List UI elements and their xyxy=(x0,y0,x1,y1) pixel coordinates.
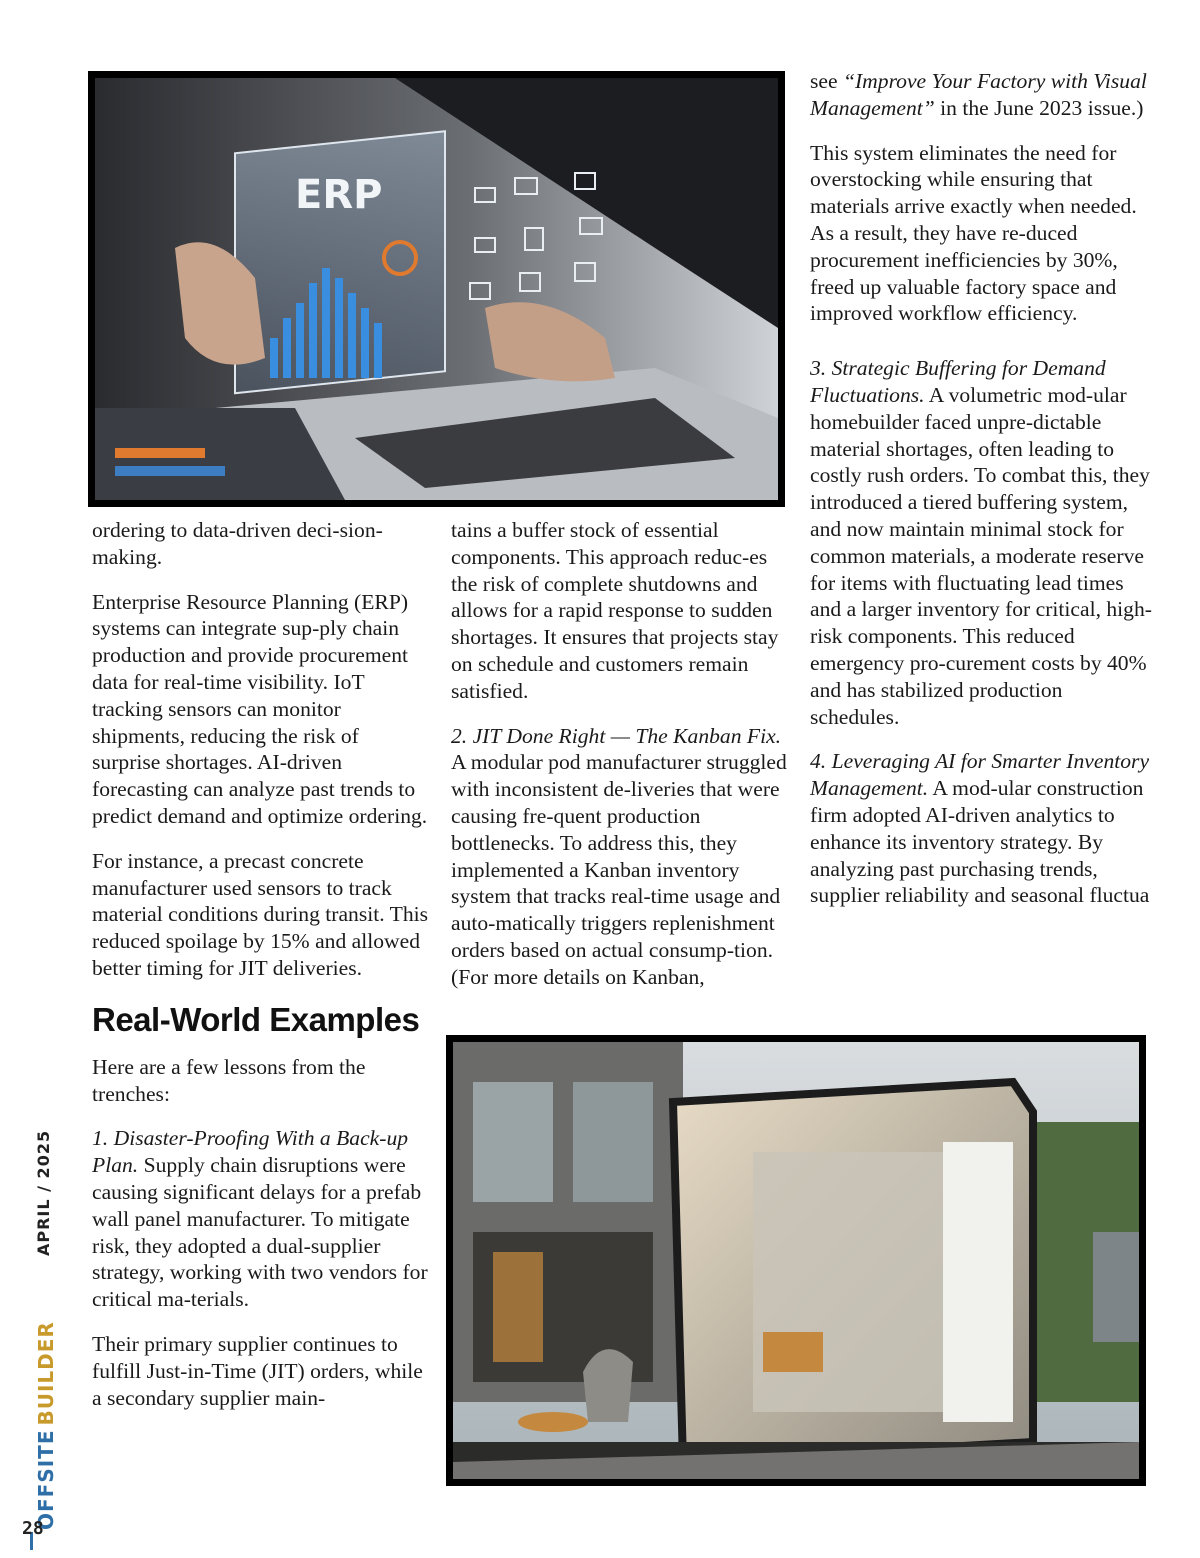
col1-paragraph-5: Their primary supplier continues to fulfill Just-in-Time (JIT) orders, while a secondary supplier main- xyxy=(92,1331,423,1410)
example-2 xyxy=(451,723,789,991)
logo-offsite: OFFSITE xyxy=(34,1429,58,1530)
modular-pod-photo xyxy=(446,1035,1146,1486)
example-4-body: A mod-ular construction firm adopted AI-driven analytics to enhance its inventory strategy. By analyzing past purchasing trends, supplier reliability and seasonal fluctua xyxy=(810,776,1150,908)
text-column-2 xyxy=(451,517,789,991)
section-heading: Real-World Examples xyxy=(92,1000,420,1038)
col1-paragraph-1: ordering to data-driven deci-sion-making. xyxy=(92,518,383,569)
col1-paragraph-2: Enterprise Resource Planning (ERP) systems can integrate sup-ply chain production and provide procurement data for real-time visibility. IoT tracking sensors can monitor shipments, reducing the risk of surprise shortages. AI-driven forecasting can analyze past trends to predict demand and optimize ordering. xyxy=(92,589,428,828)
col3-p1-pre: see xyxy=(810,69,838,93)
col2-paragraph-1: tains a buffer stock of essential components. This approach reduc-es the risk of complete shutdowns and allows for a rapid response to sudden shortages. It ensures that projects stay on schedule and customers remain satisfied. xyxy=(451,518,779,703)
example-4-title: 4. Leveraging AI for Smarter Inventory Management. xyxy=(810,749,1150,801)
logo-builder: BUILDER xyxy=(34,1321,58,1426)
erp-laptop-photo xyxy=(88,71,785,507)
example-1-body: Supply chain disruptions were causing significant delays for a prefab wall panel manufacturer. To mitigate risk, they adopted a dual-supplier strategy, working with two vendors for critical ma-terials. xyxy=(92,1153,428,1312)
text-column-3 xyxy=(810,68,1155,909)
example-1 xyxy=(92,1125,432,1313)
example-2-body: A modular pod manufacturer struggled with inconsistent de-liveries that were causing fre-quent production bottlenecks. To address this, they implemented a Kanban inventory system that tracks real-time usage and auto-matically triggers replenishment orders based on actual consump-tion. (For more details on Kanban, xyxy=(451,750,787,989)
col3-paragraph-1 xyxy=(810,68,1155,122)
example-4 xyxy=(810,748,1155,909)
example-3 xyxy=(810,355,1155,730)
example-3-body: A volumetric mod-ular homebuilder faced unpre-dictable material shortages, often leading to costly rush orders. To combat this, they introduced a tiered buffering system, and now maintain minimal stock for common materials, a moderate reserve for items with fluctuating lead times and a larger inventory for critical, high-risk components. This reduced emergency pro-curement costs by 40% and has stabilized production schedules. xyxy=(810,382,1152,729)
example-3-title: 3. Strategic Buffering for Demand Fluctuations. xyxy=(810,356,1106,407)
magazine-logo xyxy=(34,1321,58,1530)
col1-paragraph-4: Here are a few lessons from the trenches: xyxy=(92,1054,366,1106)
col3-p1-post: in the June 2023 issue.) xyxy=(940,95,1144,120)
col1-paragraph-3: For instance, a precast concrete manufacturer used sensors to track material conditions during transit. This reduced spoilage by 15% and allowed better timing for JIT deliveries. xyxy=(92,848,429,980)
example-2-title: 2. JIT Done Right — The Kanban Fix. xyxy=(451,723,782,748)
example-1-title: 1. Disaster-Proofing With a Back-up Plan. xyxy=(92,1126,409,1178)
magazine-sidebar xyxy=(0,1129,60,1540)
col3-paragraph-2: This system eliminates the need for overstocking while ensuring that materials arrive exactly when needed. As a result, they have re-duced procurement inefficiencies by 30%, freed up valuable factory space and improved workflow efficiency. xyxy=(810,140,1137,326)
erp-hologram-label: ERP xyxy=(295,172,383,218)
issue-date: APRIL / 2025 xyxy=(34,1129,53,1256)
article-reference: “Improve Your Factory with Visual Management” xyxy=(810,69,1147,120)
text-column-1 xyxy=(92,517,432,1411)
page-number: 28 xyxy=(22,1518,44,1539)
